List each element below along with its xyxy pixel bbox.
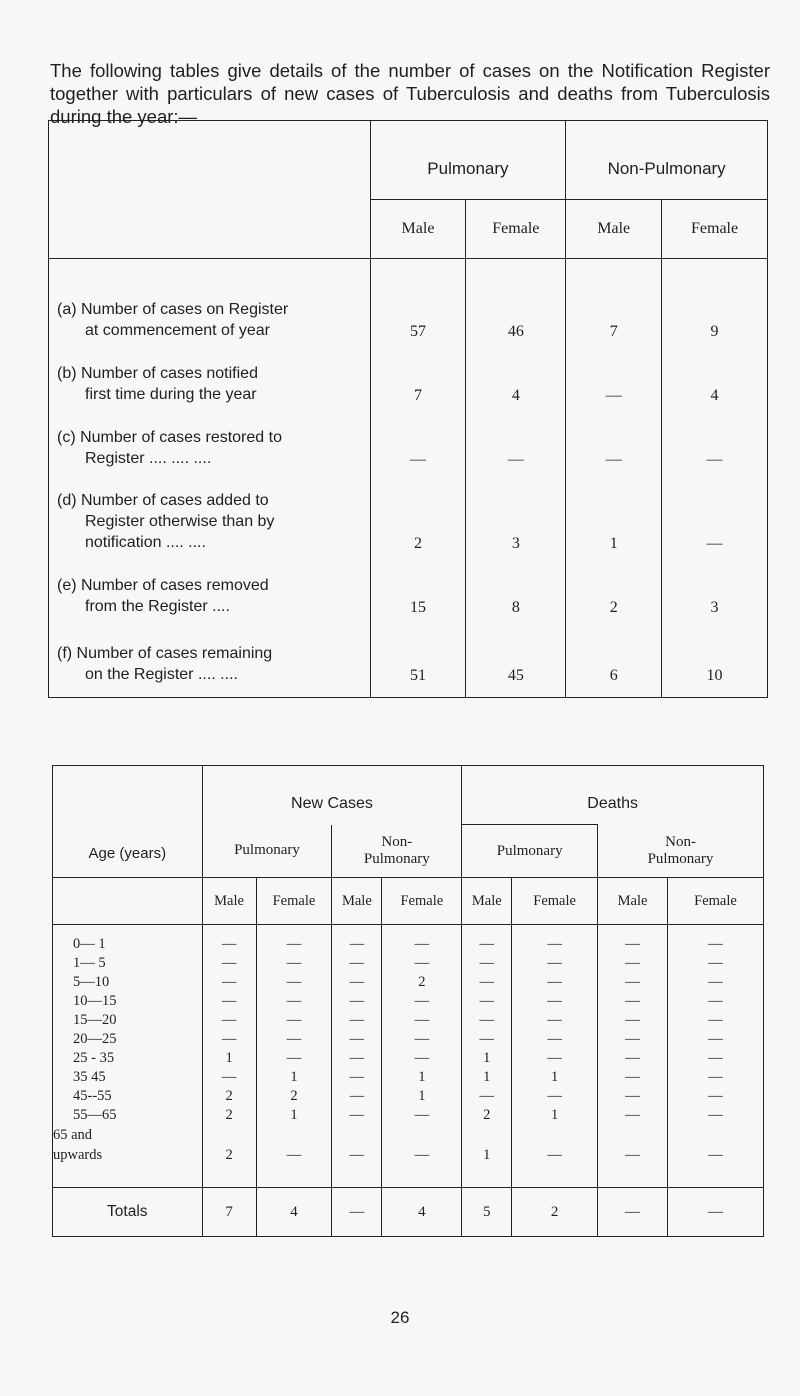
age-label: 45--55 — [53, 1087, 203, 1106]
age-value-cell: — — [668, 973, 764, 992]
register-corner-cell — [49, 121, 371, 259]
age-value-cell: — — [382, 1125, 462, 1188]
age-value-cell: 1 — [256, 1106, 332, 1125]
age-value-cell: 2 — [202, 1125, 256, 1188]
register-pulmonary-header: Pulmonary — [370, 121, 566, 200]
row-label: (b) Number of cases notified — [57, 365, 258, 382]
age-value-cell: — — [382, 1030, 462, 1049]
age-value-cell: — — [598, 1049, 668, 1068]
age-value-cell: — — [598, 1030, 668, 1049]
age-value-cell: — — [332, 1011, 382, 1030]
age-value-cell: — — [256, 1011, 332, 1030]
age-value-cell: 1 — [256, 1068, 332, 1087]
total-cell: 2 — [512, 1188, 598, 1237]
age-value-cell: — — [598, 1011, 668, 1030]
type-header: Non-Pulmonary — [332, 825, 462, 878]
total-cell: 7 — [202, 1188, 256, 1237]
sex-header: Male — [598, 878, 668, 925]
age-value-cell: — — [462, 925, 512, 955]
row-label-continued: at commencement of year — [85, 322, 270, 339]
age-value-cell: — — [202, 973, 256, 992]
age-value-cell: 2 — [202, 1087, 256, 1106]
row-label: (d) Number of cases added to — [57, 492, 269, 509]
age-label: 10—15 — [53, 992, 203, 1011]
age-row — [53, 973, 764, 992]
age-value-cell: — — [202, 1068, 256, 1087]
age-value-cell: — — [256, 954, 332, 973]
age-value-cell: 1 — [462, 1125, 512, 1188]
age-value-cell: 1 — [512, 1068, 598, 1087]
age-value-cell: — — [256, 1125, 332, 1188]
age-label-line: 65 and — [53, 1127, 93, 1143]
age-value-cell: — — [256, 1049, 332, 1068]
type-header: Non-Pulmonary — [598, 825, 764, 878]
age-value-cell: 2 — [256, 1087, 332, 1106]
value-cell: 51 — [370, 619, 466, 698]
sex-header: Female — [256, 878, 332, 925]
age-value-cell: — — [598, 925, 668, 955]
age-value-cell: — — [462, 1087, 512, 1106]
age-value-cell: — — [382, 925, 462, 955]
sex-header: Female — [668, 878, 764, 925]
age-value-cell: 1 — [382, 1087, 462, 1106]
row-label: (c) Number of cases restored to — [57, 429, 282, 446]
value-cell: 9 — [662, 259, 768, 344]
age-value-cell: 1 — [462, 1068, 512, 1087]
age-value-cell: 2 — [462, 1106, 512, 1125]
age-row — [53, 954, 764, 973]
age-value-cell: — — [512, 954, 598, 973]
age-value-cell: — — [598, 992, 668, 1011]
age-value-cell: — — [202, 925, 256, 955]
age-value-cell: 1 — [512, 1106, 598, 1125]
value-cell: 1 — [566, 471, 662, 555]
age-value-cell: — — [332, 1087, 382, 1106]
age-label-line: upwards — [53, 1147, 103, 1163]
age-value-cell: — — [256, 973, 332, 992]
sex-header: Male — [202, 878, 256, 925]
total-cell: 4 — [382, 1188, 462, 1237]
type-header: Pulmonary — [462, 825, 598, 878]
age-value-cell: — — [668, 1125, 764, 1188]
value-cell: 2 — [566, 555, 662, 619]
age-row — [53, 1030, 764, 1049]
age-value-cell: 1 — [462, 1049, 512, 1068]
value-cell: — — [566, 343, 662, 407]
value-cell: — — [662, 407, 768, 471]
register-row — [49, 407, 768, 471]
age-row — [53, 1125, 764, 1188]
total-cell: — — [332, 1188, 382, 1237]
age-row — [53, 1049, 764, 1068]
value-cell: 3 — [662, 555, 768, 619]
age-value-cell: — — [332, 1125, 382, 1188]
age-value-cell: — — [332, 1030, 382, 1049]
age-value-cell: — — [332, 925, 382, 955]
register-sub-header: Male — [566, 200, 662, 259]
value-cell: 57 — [370, 259, 466, 344]
age-value-cell: — — [668, 1049, 764, 1068]
type-header: Pulmonary — [202, 825, 332, 878]
age-row — [53, 925, 764, 955]
age-value-cell: — — [512, 1030, 598, 1049]
row-label: (a) Number of cases on Register — [57, 301, 289, 318]
value-cell: — — [370, 407, 466, 471]
value-cell: — — [662, 471, 768, 555]
total-cell: 4 — [256, 1188, 332, 1237]
age-row — [53, 1106, 764, 1125]
age-value-cell: — — [668, 1068, 764, 1087]
age-value-cell: — — [598, 1087, 668, 1106]
register-row — [49, 619, 768, 698]
age-value-cell: — — [598, 973, 668, 992]
age-row — [53, 992, 764, 1011]
age-value-cell: — — [668, 992, 764, 1011]
value-cell: 6 — [566, 619, 662, 698]
age-value-cell: 2 — [382, 973, 462, 992]
age-value-cell: — — [512, 1049, 598, 1068]
age-value-cell: — — [382, 992, 462, 1011]
value-cell: 15 — [370, 555, 466, 619]
age-value-cell: — — [332, 1068, 382, 1087]
age-value-cell: — — [512, 992, 598, 1011]
age-value-cell: — — [382, 1106, 462, 1125]
age-value-cell: — — [598, 1068, 668, 1087]
value-cell: 3 — [466, 471, 566, 555]
age-value-cell: — — [462, 1011, 512, 1030]
age-row — [53, 1068, 764, 1087]
age-value-cell: — — [512, 973, 598, 992]
value-cell: 7 — [370, 343, 466, 407]
value-cell: 46 — [466, 259, 566, 344]
total-cell: 5 — [462, 1188, 512, 1237]
age-label: 25 - 35 — [53, 1049, 203, 1068]
register-table — [48, 120, 768, 698]
register-sub-header: Female — [466, 200, 566, 259]
age-label: 20—25 — [53, 1030, 203, 1049]
age-value-cell: — — [512, 1011, 598, 1030]
new-cases-header: New Cases — [202, 766, 462, 825]
age-value-cell: — — [382, 1049, 462, 1068]
age-value-cell: — — [332, 1049, 382, 1068]
age-label — [53, 1125, 203, 1188]
age-value-cell: — — [598, 1106, 668, 1125]
deaths-header: Deaths — [462, 766, 764, 825]
age-value-cell: — — [512, 925, 598, 955]
age-value-cell: — — [462, 992, 512, 1011]
register-sub-header: Female — [662, 200, 768, 259]
age-table — [52, 765, 764, 1237]
age-value-cell: 2 — [202, 1106, 256, 1125]
age-value-cell: — — [202, 954, 256, 973]
age-value-cell: — — [462, 973, 512, 992]
totals-label: Totals — [53, 1188, 203, 1237]
age-label: 5—10 — [53, 973, 203, 992]
value-cell: 7 — [566, 259, 662, 344]
age-value-cell: — — [382, 1011, 462, 1030]
age-row — [53, 1087, 764, 1106]
age-value-cell: — — [668, 1011, 764, 1030]
age-value-cell: — — [256, 925, 332, 955]
age-value-cell: — — [668, 954, 764, 973]
register-row — [49, 343, 768, 407]
age-value-cell: — — [256, 1030, 332, 1049]
register-row — [49, 555, 768, 619]
age-value-cell: — — [256, 992, 332, 1011]
value-cell: 4 — [662, 343, 768, 407]
register-non-pulmonary-header: Non-Pulmonary — [566, 121, 768, 200]
age-blank-cell — [53, 878, 203, 925]
row-label-continued: Register .... .... .... — [85, 450, 212, 467]
age-value-cell: — — [332, 1106, 382, 1125]
sex-header: Male — [332, 878, 382, 925]
row-label-continued: Register otherwise than by — [85, 513, 275, 530]
total-cell: — — [598, 1188, 668, 1237]
age-value-cell: 1 — [382, 1068, 462, 1087]
row-label-continued: first time during the year — [85, 386, 257, 403]
age-value-cell: — — [512, 1087, 598, 1106]
age-label: 1— 5 — [53, 954, 203, 973]
sex-header: Female — [512, 878, 598, 925]
age-value-cell: — — [202, 1030, 256, 1049]
value-cell: — — [466, 407, 566, 471]
row-label-continued: notification .... .... — [85, 534, 206, 551]
age-value-cell: — — [382, 954, 462, 973]
value-cell: — — [566, 407, 662, 471]
register-sub-header: Male — [370, 200, 466, 259]
age-label: 0— 1 — [53, 925, 203, 955]
intro-paragraph: The following tables give details of the number of cases on the Notification Register together with particulars of new cases of Tuberculosis and deaths from Tuberculosis during the year:— — [50, 59, 770, 127]
age-value-cell: — — [332, 954, 382, 973]
age-row — [53, 1011, 764, 1030]
register-row — [49, 471, 768, 555]
totals-row — [53, 1188, 764, 1237]
age-label: 35 45 — [53, 1068, 203, 1087]
row-label-continued: on the Register .... .... — [85, 666, 238, 683]
row-label-continued: from the Register .... — [85, 598, 230, 615]
age-value-cell: — — [332, 992, 382, 1011]
age-label: 15—20 — [53, 1011, 203, 1030]
row-label: (e) Number of cases removed — [57, 577, 269, 594]
value-cell: 45 — [466, 619, 566, 698]
age-value-cell: — — [512, 1125, 598, 1188]
value-cell: 10 — [662, 619, 768, 698]
value-cell: 4 — [466, 343, 566, 407]
age-value-cell: — — [668, 925, 764, 955]
age-value-cell: — — [202, 992, 256, 1011]
sex-header: Female — [382, 878, 462, 925]
age-value-cell: — — [202, 1011, 256, 1030]
age-value-cell: — — [668, 1030, 764, 1049]
page-number: 26 — [390, 1308, 410, 1327]
age-value-cell: — — [668, 1106, 764, 1125]
age-value-cell: — — [598, 1125, 668, 1188]
age-value-cell: — — [462, 954, 512, 973]
value-cell: 2 — [370, 471, 466, 555]
total-cell: — — [668, 1188, 764, 1237]
sex-header: Male — [462, 878, 512, 925]
age-header: Age (years) — [53, 766, 203, 878]
age-label: 55—65 — [53, 1106, 203, 1125]
row-label: (f) Number of cases remaining — [57, 645, 273, 662]
age-value-cell: — — [668, 1087, 764, 1106]
age-value-cell: — — [462, 1030, 512, 1049]
value-cell: 8 — [466, 555, 566, 619]
age-value-cell: — — [332, 973, 382, 992]
age-value-cell: — — [598, 954, 668, 973]
register-row — [49, 259, 768, 344]
age-value-cell: 1 — [202, 1049, 256, 1068]
